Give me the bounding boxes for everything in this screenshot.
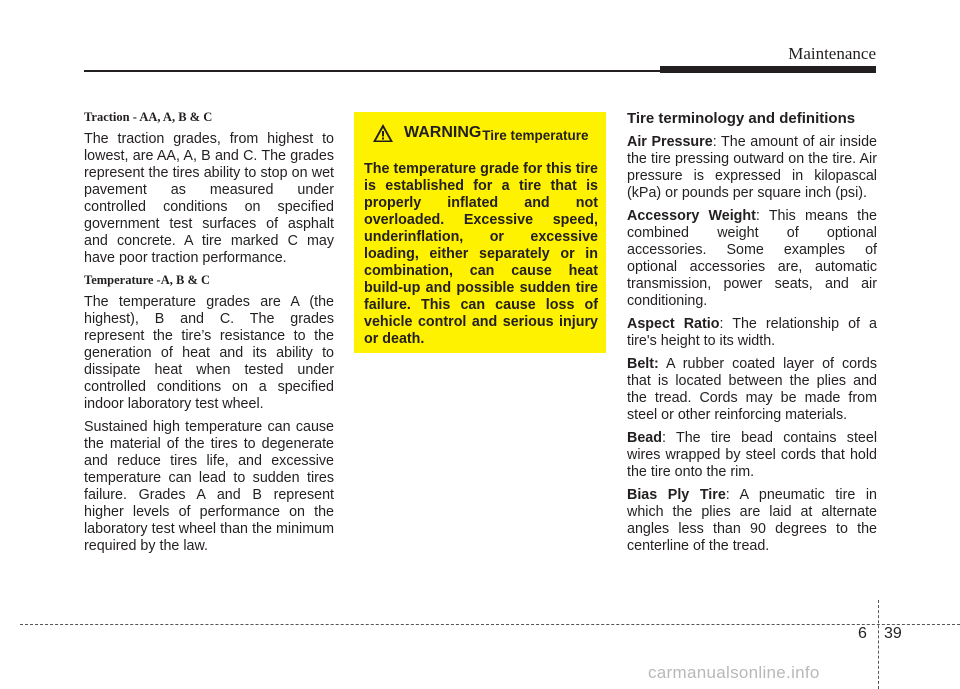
chapter-number: 6: [858, 625, 867, 642]
definition-item: [627, 430, 877, 481]
traction-heading: Traction - AA, A, B & C: [84, 110, 213, 124]
definition-item: [627, 487, 877, 555]
definition-separator: :: [755, 208, 769, 224]
definition-item: [627, 316, 877, 350]
warning-label: WARNING: [404, 124, 482, 141]
temperature-text-2: Sustained high temperature can cause the material of the tires to degenerate and reduce tires life, and excessive temperature can lead to sudden tires failure. Grades A and B represent higher levels of performance on the laboratory test wheel than the minimum required by the law.: [84, 419, 334, 554]
definition-text: A pneumatic tire in which the plies are laid at alternate angles less than 90 degrees to the centerline of the tread.: [627, 487, 877, 554]
header-rule-thin: [84, 70, 660, 72]
temperature-heading: Temperature -A, B & C: [84, 273, 211, 287]
definition-separator: :: [725, 487, 740, 503]
header-rule-thick: [660, 66, 876, 73]
traction-text: The traction grades, from highest to lowest, are AA, A, B and C. The grades represent the tires ability to stop on wet pavement as measured under controlled conditions on specified government test surfaces of asphalt and concrete. A tire marked C may have poor traction performance.: [84, 131, 334, 266]
footer-rule: [20, 624, 960, 625]
definition-term: Belt:: [627, 356, 659, 372]
definition-text: The tire bead contains steel wires wrapped by steel cords that hold the tire onto the rim.: [627, 430, 878, 480]
definition-list: [627, 134, 877, 555]
definition-separator: :: [719, 316, 733, 332]
left-column: [84, 110, 334, 561]
definition-separator: :: [712, 134, 722, 150]
section-title: Maintenance: [788, 44, 876, 63]
definition-text: This means the combined weight of optional accessories. Some examples of optional accessories are, automatic transmission, power seats, and air conditioning.: [627, 208, 877, 309]
definition-term: Air Pressure: [627, 134, 713, 150]
footer-divider: [878, 600, 879, 689]
warning-box: [354, 112, 606, 353]
definition-item: [627, 208, 877, 310]
terminology-heading: Tire terminology and definitions: [627, 110, 856, 127]
temperature-text-1: The temperature grades are A (the highest), B and C. The grades represent the tire’s resistance to the generation of heat and its ability to dissipate heat when tested under controlled conditions on a specified indoor laboratory test wheel.: [84, 294, 334, 412]
definition-separator: :: [661, 430, 676, 446]
definition-term: Aspect Ratio: [627, 316, 720, 332]
definition-text: A rubber coated layer of cords that is located between the plies and the tread. Cords may be made from steel or other reinforcing materials.: [627, 356, 877, 423]
definition-term: Bead: [627, 430, 662, 446]
definition-text: The amount of air inside the tire pressing outward on the tire. Air pressure is expressed in kilopascal (kPa) or pounds per square inch (psi).: [627, 134, 877, 201]
definition-text: The relationship of a tire's height to its width.: [627, 316, 878, 349]
definition-item: [627, 356, 877, 424]
definition-term: Accessory Weight: [627, 208, 756, 224]
watermark: carmanualsonline.info: [648, 663, 820, 682]
page-number: 39: [884, 625, 902, 642]
definition-term: Bias Ply Tire: [627, 487, 726, 503]
warning-subtitle: - Tire temperature: [474, 128, 589, 143]
right-column: [627, 110, 877, 561]
warning-text: The temperature grade for this tire is established for a tire that is properly inflated and not overloaded. Excessive speed, underinflation, or excessive loading, either separately or in combination, can cause heat build-up and possible sudden tire failure. This can cause loss of vehicle control and serious injury or death.: [364, 161, 598, 347]
definition-separator: [659, 356, 666, 372]
definition-item: [627, 134, 877, 202]
warning-title-row: [364, 123, 598, 161]
warning-triangle-icon: [372, 123, 394, 143]
